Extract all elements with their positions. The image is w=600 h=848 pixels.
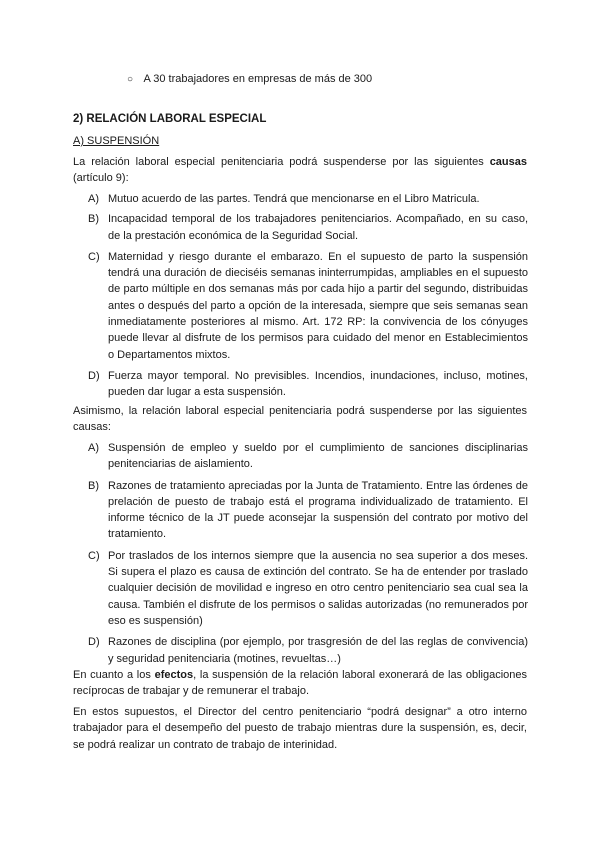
item-text: Fuerza mayor temporal. No previsibles. Incendios, inundaciones, incluso, motines, pueden dar lugar a esta suspensión.: [108, 369, 528, 399]
item-text: Razones de disciplina (por ejemplo, por trasgresión de del las reglas de convivencia) y seguridad penitenciaria (motines, revueltas…): [108, 636, 528, 665]
list-item: [88, 368, 528, 401]
item-letter: D): [88, 369, 100, 382]
item-letter: D): [88, 636, 100, 649]
item-letter: C): [88, 549, 100, 562]
circle-bullet-icon: ○: [127, 74, 134, 85]
list-item: [88, 478, 528, 543]
effects-text-bold: efectos: [154, 669, 194, 681]
closing-paragraph: En estos supuestos, el Director del centro penitenciario “podrá designar” a otro interno trabajador para el desempeño del puesto de trabajo mientras dure la suspensión, es, decir, se podrá realizar un contrato de trabajo de interinidad.: [73, 706, 527, 751]
list-item: [88, 440, 528, 473]
causes2-list: [88, 440, 528, 667]
item-text: Mutuo acuerdo de las partes. Tendrá que mencionarse en el Libro Matricula.: [108, 193, 480, 205]
item-text: Suspensión de empleo y sueldo por el cumplimiento de sanciones disciplinarias penitenciarias de aislamiento.: [108, 442, 528, 471]
list-item: [88, 211, 528, 244]
intro-text-pre: La relación laboral especial penitenciaria podrá suspenderse por las siguientes: [73, 156, 490, 168]
item-text: Incapacidad temporal de los trabajadores penitenciarios. Acompañado, en su caso, de la prestación económica de la Seguridad Social.: [108, 213, 528, 242]
list-item: [88, 191, 528, 207]
item-text: Razones de tratamiento apreciadas por la Junta de Tratamiento. Entre las órdenes de prelación de puesto de trabajo está el programa individualizado de tratamiento. El informe técnico de la JT puede aconsejar la suspensión del contrato por motivo del tratamiento.: [108, 479, 528, 541]
bullet-item: [127, 71, 372, 88]
effects-paragraph: [73, 667, 527, 700]
effects-text-pre: En cuanto a los: [73, 669, 155, 681]
intro-text-post: (artículo 9):: [73, 172, 129, 185]
causes-list: [88, 191, 528, 401]
bullet-text: A 30 trabajadores en empresas de más de 300: [143, 73, 373, 85]
item-letter: C): [88, 250, 100, 263]
list-item: [88, 548, 528, 629]
effects-text-post: , la suspensión de la relación laboral exonerará de las obligaciones recíprocas de trabajar y de remunerar el trabajo.: [73, 669, 527, 698]
item-letter: B): [88, 479, 99, 492]
section-heading: 2) RELACIÓN LABORAL ESPECIAL: [73, 113, 267, 125]
section-subheading: A) SUSPENSIÓN: [73, 135, 160, 147]
intro2-paragraph: Asimismo, la relación laboral especial penitenciaria podrá suspenderse por las siguientes causas:: [73, 405, 527, 434]
item-letter: B): [88, 213, 99, 226]
item-letter: A): [88, 193, 99, 205]
item-text: Maternidad y riesgo durante el embarazo. En el supuesto de parto la suspensión tendrá una duración de dieciséis semanas ininterrumpidas, ampliables en el supuesto de parto múltiple en dos semanas más por cada hijo a partir del segundo, distribuidas antes o después del parto a opción de la interesada, siempre que seis semanas sean inmediatamente posteriores al mismo. Art. 172 RP: la convivencia de los cónyuges puede llevar al disfrute de los permisos para cuidado del menor en Establecimientos o Departamentos mixtos.: [108, 250, 528, 361]
intro-paragraph: [73, 154, 527, 187]
list-item: [88, 249, 528, 363]
item-letter: A): [88, 442, 99, 454]
intro-text-bold: causas: [489, 156, 527, 168]
list-item: [88, 634, 528, 667]
item-text: Por traslados de los internos siempre que la ausencia no sea superior a dos meses. Si supera el plazo es causa de extinción del contrato. Se ha de entender por traslado cualquier decisión de movilidad e ingreso en otro centro penitenciario sea cual sea la causa. También el disfrute de los permisos o salidas autorizadas (no remunerados por eso es suspensión): [108, 549, 528, 627]
